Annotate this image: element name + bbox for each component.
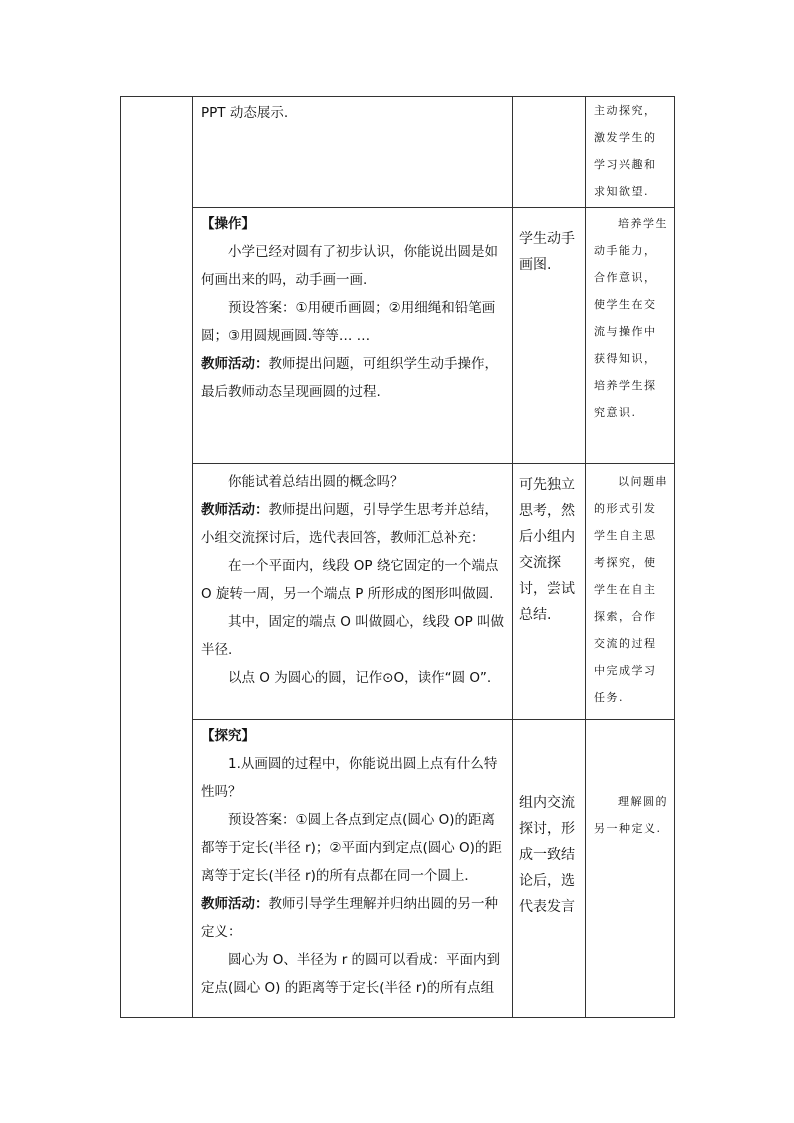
- intent-cell: [586, 464, 675, 720]
- operate-intent: 培养学生动手能力，合作意识，使学生在交流与操作中获得知识，培养学生探究意识.: [594, 217, 668, 419]
- circle-definition: 在一个平面内，线段 OP 绕它固定的一个端点 O 旋转一周，另一个端点 P 所形成的图形叫做圆.: [201, 558, 499, 602]
- explore-preset-answer: 预设答案：①圆上各点到定点(圆心 O)的距离都等于定长(半径 r)；②平面内到定点(圆心 O)的距离等于定长(半径 r)的所有点都在同一个圆上．: [201, 812, 502, 884]
- intro-content: PPT 动态展示.: [201, 105, 289, 121]
- intent-cell: [586, 208, 675, 464]
- student-cell: [513, 97, 586, 208]
- operate-teacher-text: 教师提出问题，可组织学生动手操作，最后教师动态呈现画圆的过程.: [201, 356, 498, 400]
- concept-question: 你能试着总结出圆的概念吗？: [228, 474, 404, 490]
- intent-cell: [586, 720, 675, 1018]
- center-radius-definition: 其中，固定的端点 O 叫做圆心，线段 OP 叫做半径.: [201, 614, 505, 658]
- explore-intent: 理解圆的另一种定义.: [594, 795, 668, 835]
- circle-notation: 以点 O 为圆心的圆，记作⊙O，读作“圆 O”.: [228, 670, 492, 686]
- section-heading-operate: 【操作】: [201, 216, 255, 232]
- content-cell: [193, 464, 513, 720]
- concept-student-activity: 可先独立思考，然后小组内交流探讨，尝试总结.: [519, 477, 575, 623]
- operate-student-activity: 学生动手画图.: [519, 231, 575, 273]
- student-cell: [513, 720, 586, 1018]
- content-cell: [193, 720, 513, 1018]
- concept-teacher-text: 教师提出问题，引导学生思考并总结，小组交流探讨后，选代表回答，教师汇总补充：: [201, 502, 498, 546]
- operate-question: 小学已经对圆有了初步认识，你能说出圆是如何画出来的吗，动手画一画.: [201, 244, 498, 288]
- student-cell: [513, 208, 586, 464]
- circle-alt-definition: 圆心为 O、半径为 r 的圆可以看成：平面内到定点(圆心 O) 的距离等于定长(半径 r)的所有点组: [201, 952, 501, 996]
- table-row-explore: [121, 720, 675, 1018]
- intro-intent: 主动探究，激发学生的学习兴趣和求知欲望.: [594, 104, 657, 198]
- student-cell: [513, 464, 586, 720]
- explore-student-activity: 组内交流探讨，形成一致结论后，选代表发言: [519, 795, 575, 915]
- explore-question: 1.从画圆的过程中，你能说出圆上点有什么特性吗？: [201, 756, 498, 800]
- teacher-activity-label: 教师活动：: [201, 356, 269, 372]
- content-cell: [193, 208, 513, 464]
- teacher-activity-label: 教师活动：: [201, 502, 269, 518]
- operate-preset-answer: 预设答案：①用硬币画圆；②用细绳和铅笔画圆；③用圆规画圆.等等… …: [201, 300, 496, 344]
- table-row-operate: [121, 208, 675, 464]
- concept-intent: 以问题串的形式引发学生自主思考探究，使学生在自主探索，合作交流的过程中完成学习任务.: [594, 475, 668, 704]
- stage-cell: [121, 97, 193, 1018]
- lesson-plan-table: [120, 96, 675, 1018]
- teacher-activity-label: 教师活动：: [201, 896, 269, 912]
- section-heading-explore: 【探究】: [201, 728, 255, 744]
- intent-cell: [586, 97, 675, 208]
- table-row-concept: [121, 464, 675, 720]
- explore-teacher-text: 教师引导学生理解并归纳出圆的另一种定义：: [201, 896, 498, 940]
- table-row-intro: [121, 97, 675, 208]
- content-cell: [193, 97, 513, 208]
